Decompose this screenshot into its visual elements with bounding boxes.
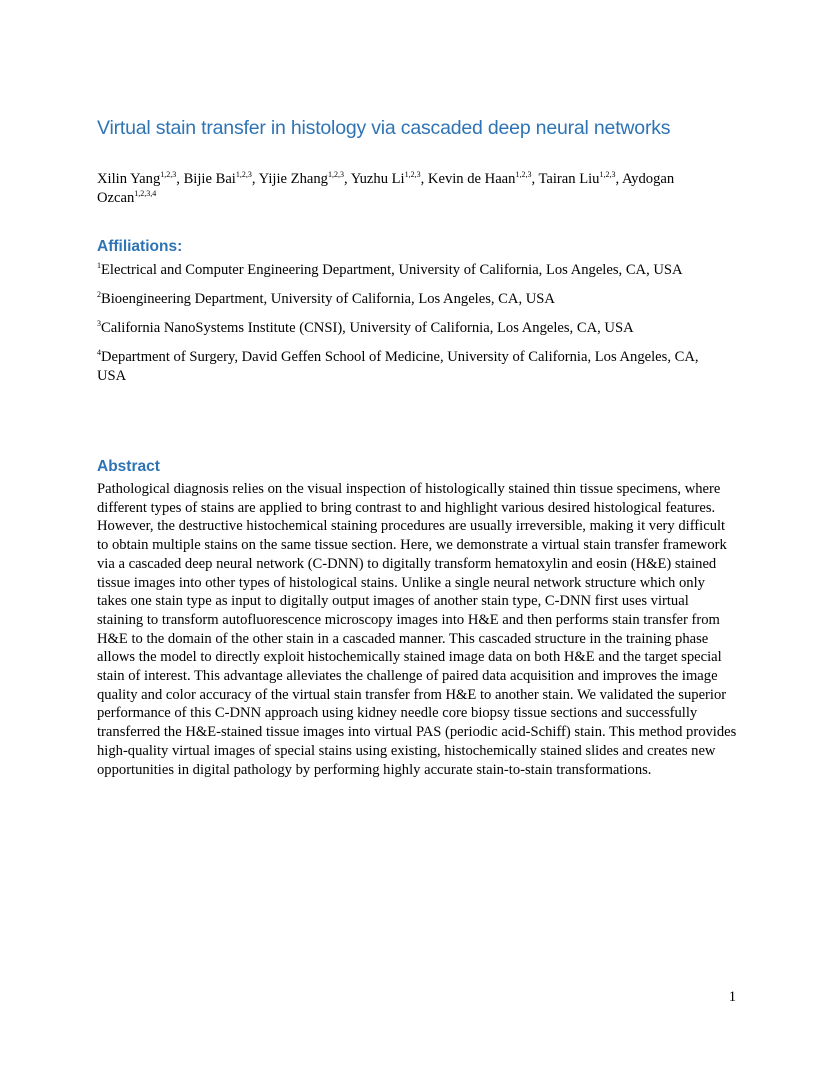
author-name: Kevin de Haan: [427, 171, 516, 187]
author-affiliation-marks: 1,2,3: [327, 170, 344, 180]
author-list: [97, 170, 737, 208]
affiliation-text: Electrical and Computer Engineering Department, University of California, Los Angeles, CA, USA: [101, 262, 683, 278]
author-separator: ,: [176, 171, 184, 187]
author-affiliation-marks: 1,2,3,4: [134, 189, 157, 199]
author-entry: [351, 171, 428, 187]
author-affiliation-marks: 1,2,3: [599, 170, 616, 180]
affiliation-number: 4: [97, 348, 101, 358]
affiliation-text: Department of Surgery, David Geffen School of Medicine, University of California, Los Angeles, CA, USA: [97, 349, 699, 384]
affiliation-item: [97, 261, 732, 280]
author-name: Bijie Bai: [183, 171, 236, 187]
author-entry: [539, 171, 622, 187]
affiliation-text: California NanoSystems Institute (CNSI), University of California, Los Angeles, CA, USA: [101, 320, 634, 336]
author-entry: [259, 171, 351, 187]
affiliation-item: [97, 290, 732, 309]
affiliation-number: 3: [97, 319, 101, 329]
affiliation-item: [97, 319, 732, 338]
abstract-heading: Abstract: [97, 458, 160, 475]
author-name: Yuzhu Li: [350, 171, 405, 187]
author-name: Yijie Zhang: [258, 171, 328, 187]
affiliation-text: Bioengineering Department, University of California, Los Angeles, CA, USA: [101, 291, 555, 307]
author-name: Tairan Liu: [538, 171, 600, 187]
author-separator: ,: [531, 171, 539, 187]
affiliation-item: [97, 348, 719, 385]
author-separator: ,: [251, 171, 259, 187]
affiliation-number: 1: [97, 261, 101, 271]
author-affiliation-marks: 1,2,3: [404, 170, 421, 180]
author-entry: [97, 171, 184, 187]
abstract-text: Pathological diagnosis relies on the visual inspection of histologically stained thin tissue specimens, where different types of stains are applied to bring contrast to and highlight various desired histological features. However, the destructive histochemical staining procedures are usually irreversible, making it very difficult to obtain multiple stains on the same tissue section. Here, we demonstrate a virtual stain transfer framework via a cascaded deep neural network (C-DNN) to digitally transform hematoxylin and eosin (H&E) stained tissue images into other types of histological stains. Unlike a single neural network structure which only takes one stain type as input to digitally output images of another stain type, C-DNN first uses virtual staining to transform autofluorescence microscopy images into H&E and then performs stain transfer from H&E to the domain of the other stain in a cascaded manner. This cascaded structure in the training phase allows the model to directly exploit histochemically stained image data on both H&E and the target special stain of interest. This advantage alleviates the challenge of paired data acquisition and improves the image quality and color accuracy of the virtual stain transfer from H&E to another stain. We validated the superior performance of this C-DNN approach using kidney needle core biopsy tissue sections and successfully transferred the H&E-stained tissue images into virtual PAS (periodic acid-Schiff) stain. This method provides high-quality virtual images of special stains using existing, histochemically stained slides and creates new opportunities in digital pathology by performing highly accurate stain-to-stain transformations.: [97, 481, 737, 778]
affiliations-heading: Affiliations:: [97, 238, 183, 255]
affiliation-number: 2: [97, 290, 101, 300]
author-entry: [184, 171, 259, 187]
author-affiliation-marks: 1,2,3: [235, 170, 252, 180]
author-entry: [428, 171, 539, 187]
author-affiliation-marks: 1,2,3: [515, 170, 532, 180]
author-name: Aydogan Ozcan: [97, 171, 675, 206]
author-separator: ,: [615, 171, 622, 187]
author-separator: ,: [343, 171, 351, 187]
author-separator: ,: [420, 171, 428, 187]
author-affiliation-marks: 1,2,3: [160, 170, 177, 180]
author-name: Xilin Yang: [97, 171, 161, 187]
page-number: 1: [728, 989, 736, 1005]
paper-title: Virtual stain transfer in histology via cascaded deep neural networks: [97, 117, 671, 139]
